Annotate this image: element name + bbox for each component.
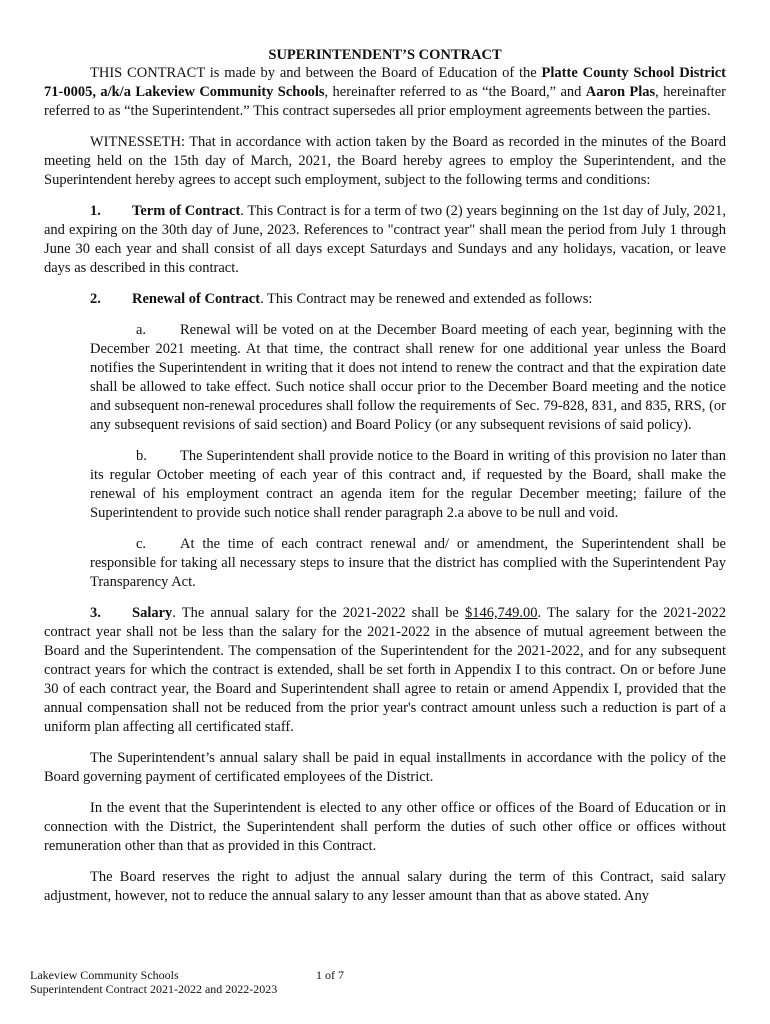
salary-amount: $146,749.00 — [464, 605, 538, 621]
section-3-heading: Salary — [132, 605, 173, 621]
section-3-text-2: . The salary for the 2021-2022 contract year shall not be less than the salary for the 2021-2022 in the absence of mutual agreement between the Board and the Superintendent. The compensation of the Superintendent for the 2021-2022, and for any subsequent contract years for which the contract is extended, shall be set forth in Appendix I to this contract. On or before June 30 of each contract year, the Board and Superintendent shall agree to retain or amend Appendix I, provided that the annual compensation shall not be reduced from the prior year's contract amount unless such a reduction is part of a uniform plan affecting all certificated staff. — [44, 605, 726, 735]
section-2c — [44, 535, 726, 592]
section-2a — [44, 321, 726, 435]
section-1-text: . This Contract is for a term of two (2) years beginning on the 1st day of July, 2021, and expiring on the 30th day of June, 2023. References to "contract year" shall mean the period from July 1 through June 30 each year and shall consist of all days except Saturdays and Sundays and any holidays, vacation, or leave days as described in this contract. — [44, 203, 726, 276]
page-number: 1 of 7 — [316, 968, 344, 982]
district-name: Platte County School District 71-0005, a/k/a Lakeview Community Schools — [44, 65, 726, 100]
footer-contract-name: Superintendent Contract 2021-2022 and 2022-2023 — [30, 982, 278, 996]
section-2-heading: Renewal of Contract — [132, 291, 261, 307]
installments-paragraph: The Superintendent’s annual salary shall be paid in equal installments in accordance with the policy of the Board governing payment of certificated employees of the District. — [44, 750, 726, 785]
section-2b — [44, 447, 726, 523]
section-2b-text: The Superintendent shall provide notice to the Board in writing of this provision no later than its regular October meeting of each year of this contract and, if requested by the Board, shall make the renewal of his employment contract an agenda item for the regular December meeting; failure of the Superintendent to provide such notice shall render paragraph 2.a above to be null and void. — [90, 448, 726, 521]
section-2-text: . This Contract may be renewed and extended as follows: — [260, 291, 593, 307]
salary-adjustment-paragraph: The Board reserves the right to adjust the annual salary during the term of this Contract, said salary adjustment, however, not to reduce the annual salary to any lesser amount than that as above stated. Any — [44, 869, 726, 904]
section-1-heading: Term of Contract — [132, 203, 241, 219]
section-3-salary — [44, 604, 726, 737]
section-1-term — [44, 202, 726, 278]
section-2a-text: Renewal will be voted on at the December Board meeting of each year, beginning with the December 2021 meeting. At that time, the contract shall renew for one additional year unless the Board notifies the Superintendent in writing that it does not intend to renew the contract and that the expiration date shall be allowed to take effect. Such notice shall occur prior to the December Board meeting and the notice and subsequent non-renewal procedures shall follow the requirements of Sec. 79-828, 831, and 835, RRS, (or any subsequent revisions of said section) and Board Policy (or any subsequent revisions of said policy). — [90, 322, 726, 433]
intro-text-3: , hereinafter referred to as “the Superintendent.” This contract supersedes all prior employment agreements between the parties. — [44, 84, 726, 119]
section-2c-text: At the time of each contract renewal and/ or amendment, the Superintendent shall be responsible for taking all necessary steps to insure that the district has complied with the Superintendent Pay Transparency Act. — [90, 536, 726, 590]
section-1-number: 1. — [90, 203, 101, 219]
intro-text-1: THIS CONTRACT is made by and between the Board of Education of the — [90, 65, 542, 81]
superintendent-name: Aaron Plas — [585, 84, 656, 100]
section-3-number: 3. — [90, 605, 101, 621]
other-office-paragraph: In the event that the Superintendent is elected to any other office or offices of the Board of Education or in connection with the District, the Superintendent shall perform the duties of such other office or offices without remuneration other than that as provided in this Contract. — [44, 800, 726, 854]
section-2-number: 2. — [90, 291, 101, 307]
section-2-renewal — [44, 290, 726, 309]
intro-paragraph — [44, 64, 726, 121]
section-2b-label: b. — [136, 448, 147, 464]
document-title: SUPERINTENDENT’S CONTRACT — [268, 47, 502, 63]
section-2a-label: a. — [136, 322, 147, 338]
intro-text-2: , hereinafter referred to as “the Board,” and — [324, 84, 586, 100]
page-footer — [30, 968, 344, 996]
section-3-text-1: . The annual salary for the 2021-2022 shall be — [172, 605, 465, 621]
section-2c-label: c. — [136, 536, 147, 552]
witnesseth-paragraph: WITNESSETH: That in accordance with action taken by the Board as recorded in the minutes of the Board meeting held on the 15th day of March, 2021, the Board hereby agrees to employ the Superintendent, and the Superintendent hereby agrees to accept such employment, subject to the following terms and conditions: — [44, 134, 726, 188]
footer-school-name: Lakeview Community Schools — [30, 968, 179, 982]
